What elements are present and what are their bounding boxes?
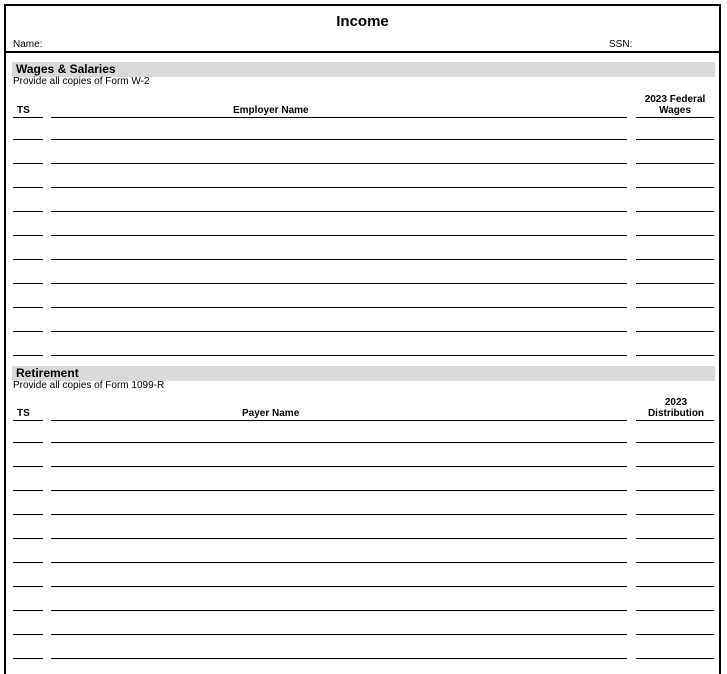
wages-amount-field[interactable] <box>636 283 714 284</box>
wages-name-field[interactable] <box>51 235 627 236</box>
wages-amount-field[interactable] <box>636 139 714 140</box>
retirement-ts-header-rule <box>13 420 43 421</box>
retirement-amount-field[interactable] <box>636 514 714 515</box>
retirement-ts-field[interactable] <box>13 490 43 491</box>
retirement-amount-header-line2: Distribution <box>647 408 705 419</box>
wages-amount-header <box>636 94 714 116</box>
wages-name-field[interactable] <box>51 187 627 188</box>
retirement-name-field[interactable] <box>51 490 627 491</box>
wages-section-title: Wages & Salaries <box>16 62 116 76</box>
wages-name-header-rule <box>51 117 627 118</box>
retirement-ts-field[interactable] <box>13 658 43 659</box>
wages-ts-field[interactable] <box>13 211 43 212</box>
retirement-name-field[interactable] <box>51 586 627 587</box>
retirement-amount-header <box>636 397 716 419</box>
wages-ts-field[interactable] <box>13 187 43 188</box>
wages-amount-field[interactable] <box>636 235 714 236</box>
retirement-section-title: Retirement <box>16 366 79 380</box>
retirement-amount-field[interactable] <box>636 610 714 611</box>
retirement-name-field[interactable] <box>51 466 627 467</box>
wages-ts-field[interactable] <box>13 283 43 284</box>
wages-ts-field[interactable] <box>13 331 43 332</box>
header-divider <box>6 51 719 53</box>
retirement-ts-field[interactable] <box>13 562 43 563</box>
form-title: Income <box>336 13 389 30</box>
retirement-ts-field[interactable] <box>13 514 43 515</box>
retirement-name-field[interactable] <box>51 634 627 635</box>
retirement-payer-name-header: Payer Name <box>242 408 300 419</box>
retirement-amount-field[interactable] <box>636 634 714 635</box>
retirement-ts-field[interactable] <box>13 586 43 587</box>
wages-ts-field[interactable] <box>13 235 43 236</box>
retirement-amount-header-rule <box>636 420 714 421</box>
ssn-label: SSN: <box>609 39 633 50</box>
retirement-ts-field[interactable] <box>13 538 43 539</box>
wages-amount-field[interactable] <box>636 163 714 164</box>
retirement-amount-field[interactable] <box>636 658 714 659</box>
wages-name-field[interactable] <box>51 139 627 140</box>
wages-ts-header: TS <box>17 105 30 116</box>
wages-amount-field[interactable] <box>636 307 714 308</box>
retirement-amount-header-line1: 2023 <box>664 397 688 408</box>
name-label: Name: <box>13 39 43 50</box>
retirement-name-field[interactable] <box>51 658 627 659</box>
wages-section-note: Provide all copies of Form W-2 <box>13 76 150 87</box>
wages-ts-field[interactable] <box>13 307 43 308</box>
retirement-amount-field[interactable] <box>636 562 714 563</box>
wages-amount-field[interactable] <box>636 259 714 260</box>
retirement-name-field[interactable] <box>51 442 627 443</box>
retirement-amount-field[interactable] <box>636 466 714 467</box>
wages-name-field[interactable] <box>51 259 627 260</box>
retirement-amount-field[interactable] <box>636 490 714 491</box>
wages-ts-header-rule <box>13 117 43 118</box>
retirement-section-note: Provide all copies of Form 1099-R <box>13 380 165 391</box>
wages-ts-field[interactable] <box>13 259 43 260</box>
wages-amount-header-rule <box>636 117 714 118</box>
wages-ts-field[interactable] <box>13 139 43 140</box>
wages-name-field[interactable] <box>51 355 627 356</box>
wages-ts-field[interactable] <box>13 355 43 356</box>
wages-name-field[interactable] <box>51 307 627 308</box>
wages-name-field[interactable] <box>51 331 627 332</box>
wages-amount-field[interactable] <box>636 355 714 356</box>
wages-name-field[interactable] <box>51 211 627 212</box>
retirement-ts-field[interactable] <box>13 610 43 611</box>
income-form-page <box>4 4 721 674</box>
wages-employer-name-header: Employer Name <box>233 105 309 116</box>
wages-name-field[interactable] <box>51 283 627 284</box>
wages-name-field[interactable] <box>51 163 627 164</box>
retirement-name-field[interactable] <box>51 610 627 611</box>
wages-amount-field[interactable] <box>636 211 714 212</box>
wages-amount-field[interactable] <box>636 187 714 188</box>
retirement-name-header-rule <box>51 420 627 421</box>
wages-amount-field[interactable] <box>636 331 714 332</box>
retirement-name-field[interactable] <box>51 514 627 515</box>
retirement-amount-field[interactable] <box>636 538 714 539</box>
wages-section-bar <box>12 62 715 77</box>
retirement-ts-field[interactable] <box>13 466 43 467</box>
retirement-amount-field[interactable] <box>636 586 714 587</box>
retirement-name-field[interactable] <box>51 562 627 563</box>
retirement-amount-field[interactable] <box>636 442 714 443</box>
retirement-name-field[interactable] <box>51 538 627 539</box>
retirement-ts-header: TS <box>17 408 30 419</box>
wages-amount-header-line1: 2023 Federal <box>644 94 706 105</box>
retirement-ts-field[interactable] <box>13 634 43 635</box>
wages-ts-field[interactable] <box>13 163 43 164</box>
wages-amount-header-line2: Wages <box>659 105 691 116</box>
retirement-section-bar <box>12 366 715 381</box>
retirement-ts-field[interactable] <box>13 442 43 443</box>
